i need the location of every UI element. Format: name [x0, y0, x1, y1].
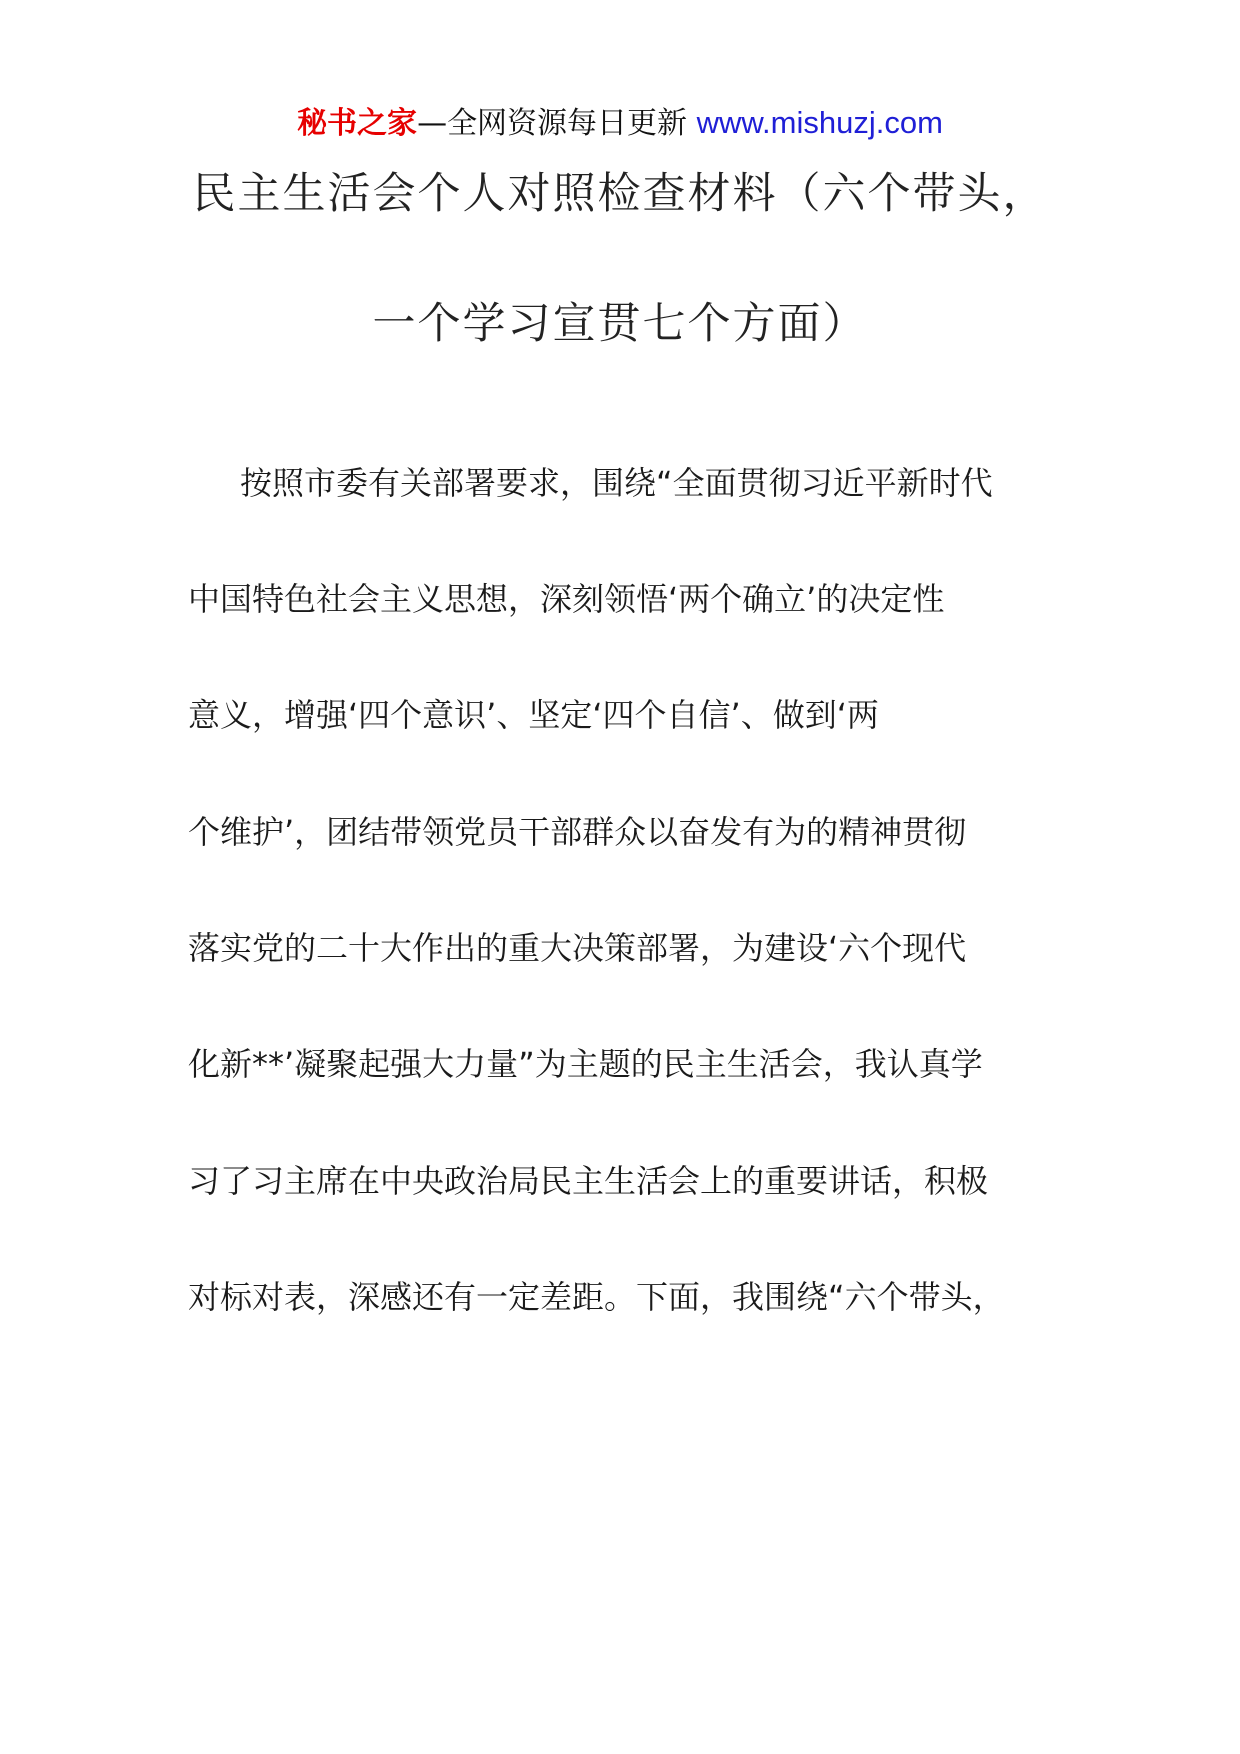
site-header: [0, 100, 1240, 147]
site-brand: 秘书之家: [297, 106, 418, 141]
document-title-line-1: 民主生活会个人对照检查材料（六个带头，: [192, 169, 1048, 219]
paragraph-line: 习了习主席在中央政治局民主生活会上的重要讲话，积极: [188, 1162, 989, 1200]
paragraph-line: 个维护’，团结带领党员干部群众以奋发有为的精神贯彻: [188, 813, 967, 851]
paragraph-line: 按照市委有关部署要求，围绕“全面贯彻习近平新时代: [240, 464, 993, 502]
paragraph-line: 中国特色社会主义思想，深刻领悟‘两个确立’的决定性: [188, 580, 945, 618]
paragraph-line: 落实党的二十大作出的重大决策部署，为建设‘六个现代: [188, 929, 967, 967]
site-tagline: —全网资源每日更新: [417, 106, 688, 141]
site-url-link[interactable]: www.mishuzj.com: [696, 105, 943, 140]
paragraph-line: 对标对表，深感还有一定差距。下面，我围绕“六个带头，: [188, 1278, 1005, 1316]
document-title-line-2: 一个学习宣贯七个方面）: [372, 299, 868, 349]
paragraph-line: 化新**’凝聚起强大力量”为主题的民主生活会，我认真学: [188, 1045, 983, 1083]
paragraph-line: 意义，增强‘四个意识’、坚定‘四个自信’、做到‘两: [188, 696, 879, 734]
